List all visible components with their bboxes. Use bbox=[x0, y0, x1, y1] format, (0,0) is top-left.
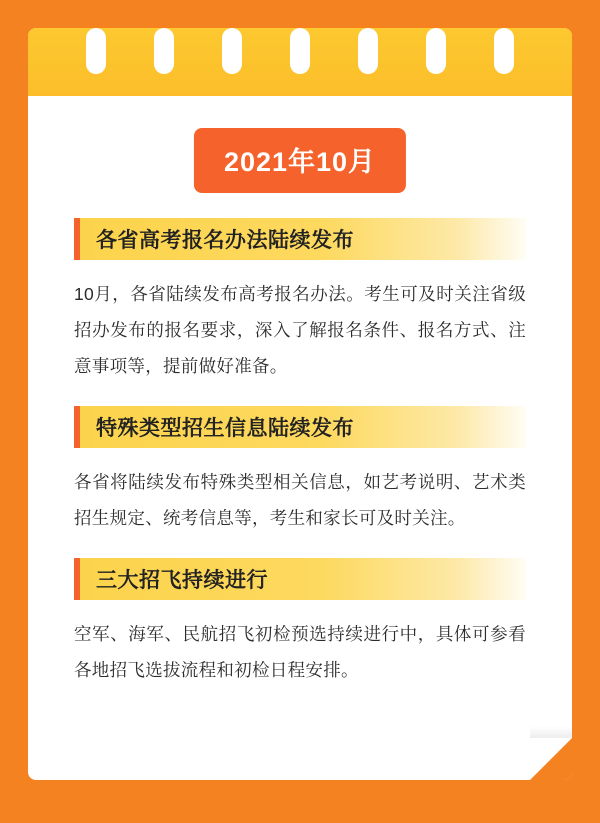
section-heading-label: 特殊类型招生信息陆续发布 bbox=[96, 417, 354, 440]
page-fold-shadow bbox=[530, 726, 572, 738]
content-area bbox=[28, 218, 572, 710]
section-heading bbox=[74, 558, 526, 600]
section-item bbox=[74, 558, 526, 688]
ring-icon bbox=[494, 28, 514, 74]
section-heading bbox=[74, 218, 526, 260]
ring-icon bbox=[154, 28, 174, 74]
binder-rings bbox=[28, 28, 572, 98]
section-body-text: 各省将陆续发布特殊类型相关信息，如艺考说明、艺术类招生规定、统考信息等，考生和家长可及时关注。 bbox=[74, 472, 526, 528]
ring-icon bbox=[222, 28, 242, 74]
ring-icon bbox=[358, 28, 378, 74]
section-item bbox=[74, 218, 526, 384]
section-heading-label: 各省高考报名办法陆续发布 bbox=[96, 229, 354, 252]
date-badge: 2021年10月 bbox=[194, 128, 406, 193]
section-heading bbox=[74, 406, 526, 448]
accent-bar bbox=[74, 218, 80, 260]
section-item bbox=[74, 406, 526, 536]
ring-icon bbox=[290, 28, 310, 74]
section-body-text: 空军、海军、民航招飞初检预选持续进行中，具体可参看各地招飞选拔流程和初检日程安排。 bbox=[74, 624, 526, 680]
section-heading-label: 三大招飞持续进行 bbox=[96, 569, 268, 592]
section-body-text: 10月，各省陆续发布高考报名办法。考生可及时关注省级招办发布的报名要求，深入了解报名条件、报名方式、注意事项等，提前做好准备。 bbox=[74, 284, 526, 376]
note-card bbox=[28, 28, 572, 780]
ring-icon bbox=[426, 28, 446, 74]
accent-bar bbox=[74, 406, 80, 448]
accent-bar bbox=[74, 558, 80, 600]
page-fold-corner bbox=[530, 738, 572, 780]
ring-icon bbox=[86, 28, 106, 74]
